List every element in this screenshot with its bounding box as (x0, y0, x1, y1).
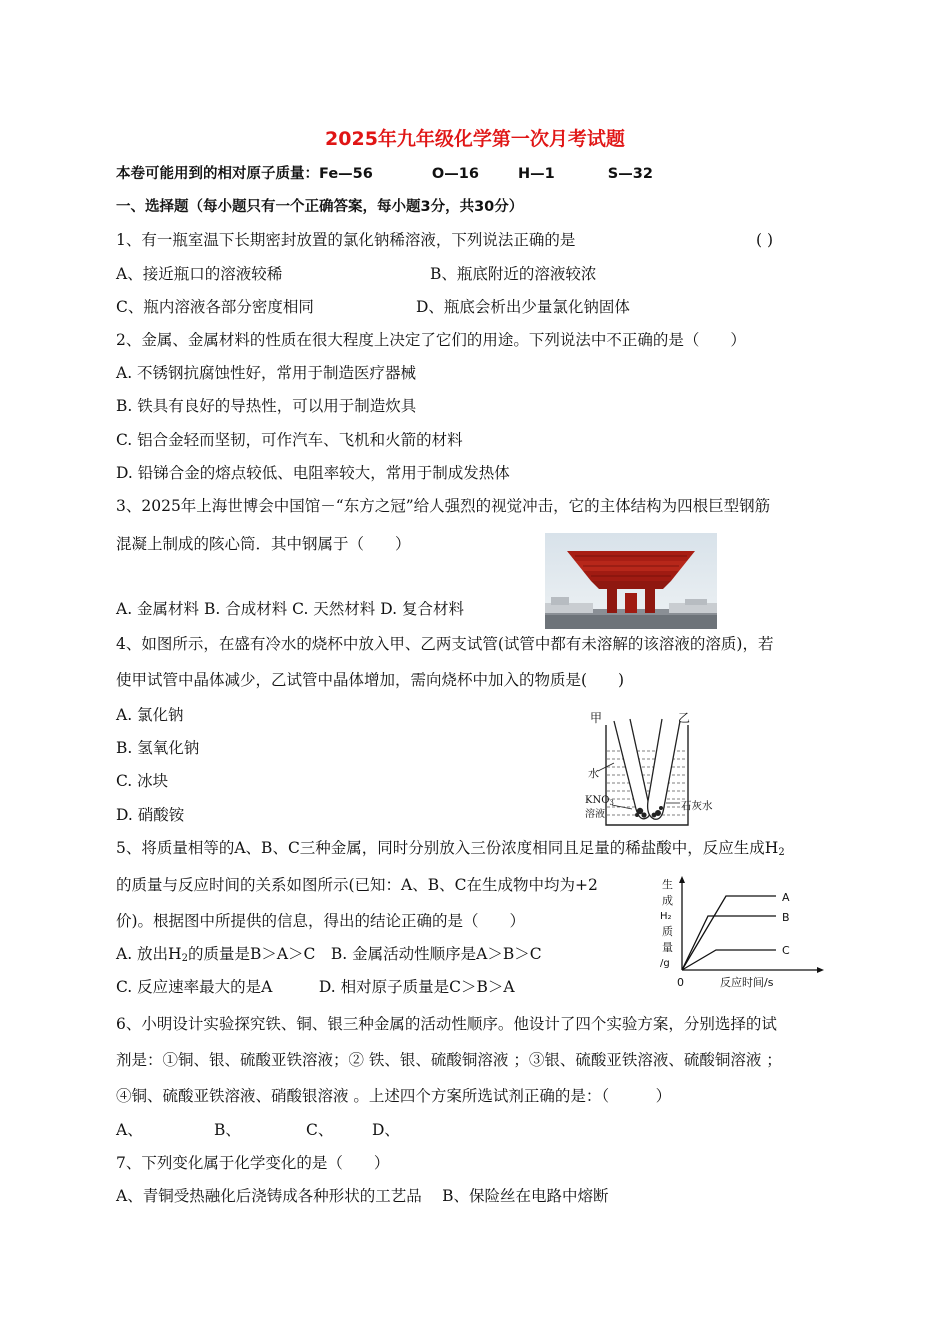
tube-yi-label: 乙 (678, 711, 691, 725)
q4-option-c: C. 冰块 (116, 772, 169, 790)
q6-option-a: A、 (116, 1121, 143, 1139)
q5-options-ab: A. 放出$H_2$的质量是B＞A＞C B. 金属活动性顺序是A＞B＞C (116, 945, 542, 964)
chart-origin: 0 (677, 976, 684, 989)
water-label: 水 (588, 767, 599, 780)
chart-ylabel-4: 质 (662, 925, 673, 938)
chart-ylabel-6: /g (660, 958, 670, 969)
series-line-a (682, 896, 776, 970)
q2-option-c: C. 铝合金轻而坚韧，可作汽车、飞机和火箭的材料 (116, 431, 463, 449)
q2-stem: 2、金属、金属材料的性质在很大程度上决定了它们的用途。下列说法中不正确的是（ ） (116, 331, 746, 349)
series-label-c: C (782, 944, 790, 957)
china-pavilion-photo (545, 533, 717, 629)
q6-stem-line1: 6、小明设计实验探究铁、铜、银三种金属的活动性顺序。他设计了四个实验方案，分别选择的试 (116, 1015, 777, 1033)
q4-stem-line1: 4、如图所示，在盛有冷水的烧杯中放入甲、乙两支试管(试管中都有未溶解的该溶液的溶质)，若 (116, 635, 774, 653)
atomic-mass-line (116, 164, 653, 184)
q1-option-c: C、瓶内溶液各部分密度相同 (116, 298, 314, 316)
series-line-c (682, 950, 776, 970)
q4-option-b: B. 氢氧化钠 (116, 739, 200, 757)
q5-stem-line2: 的质量与反应时间的关系如图所示(已知：A、B、C在生成物中均为+2 (116, 876, 598, 894)
q3-stem-line1: 3、2025年上海世博会中国馆－“东方之冠”给人强烈的视觉冲击，它的主体结构为四根巨型钢筋 (116, 497, 771, 515)
q6-option-b: B、 (214, 1121, 241, 1139)
q2-option-d: D. 铅锑合金的熔点较低、电阻率较大，常用于制成发热体 (116, 464, 510, 482)
solution-label: 溶液 (585, 809, 605, 820)
chart-ylabel-5: 量 (662, 941, 673, 954)
q3-options: A. 金属材料 B. 合成材料 C. 天然材料 D. 复合材料 (116, 600, 464, 618)
series-label-a: A (782, 891, 790, 904)
limewater-label: 石灰水 (681, 800, 713, 812)
q4-stem-line2: 使甲试管中晶体减少，乙试管中晶体增加，需向烧杯中加入的物质是( ) (116, 671, 625, 689)
q4-option-d: D. 硝酸铵 (116, 806, 185, 824)
q2-option-b: B. 铁具有良好的导热性，可以用于制造炊具 (116, 397, 417, 415)
q6-option-d: D、 (372, 1121, 400, 1139)
q1-option-a: A、接近瓶口的溶液较稀 (116, 265, 283, 283)
q3-stem-line2: 混凝上制成的陔心筒．其中钢属于（ ） (116, 535, 411, 553)
tube-jia-label: 甲 (590, 711, 603, 725)
mass-o: O—16 (431, 166, 479, 182)
q7-stem: 7、下列变化属于化学变化的是（ ） (116, 1154, 390, 1172)
q1-option-d: D、瓶底会析出少量氯化钠固体 (416, 298, 630, 316)
series-label-b: B (782, 911, 790, 924)
kno3-label: $KNO_3$ (585, 795, 614, 807)
q5-stem-line3: 价)。根据图中所提供的信息，得出的结论正确的是（ ） (116, 912, 526, 930)
q5-stem-line1: 5、将质量相等的A、B、C三种金属，同时分别放入三份浓度相同且足量的稀盐酸中，反应生成$H_2$ (116, 839, 785, 858)
q1-option-b: B、瓶底附近的溶液较浓 (430, 265, 597, 283)
mass-h: H—1 (517, 166, 555, 182)
section-heading: 一、选择题（每小题只有一个正确答案，每小题3分，共30分） (116, 199, 524, 215)
q2-option-a: A. 不锈钢抗腐蚀性好，常用于制造医疗器械 (116, 364, 417, 382)
mass-s: S—32 (607, 166, 653, 182)
q6-stem-line2: 剂是：①铜、银、硫酸亚铁溶液；② 铁、银、硫酸铜溶液 ；③银、硫酸亚铁溶液、硫酸铜溶液 ； (116, 1051, 782, 1069)
chart-ylabel-3: H₂ (660, 911, 672, 922)
q1-answer-blank: ( ) (756, 231, 774, 249)
chart-xlabel: 反应时间/s (720, 976, 774, 989)
q7-options-ab: A、青铜受热融化后浇铸成各种形状的工艺品 B、保险丝在电路中熔断 (116, 1187, 609, 1205)
q4-option-a: A. 氯化钠 (116, 706, 184, 724)
chart-ylabel-2: 成 (662, 894, 673, 907)
q1-stem: 1、有一瓶室温下长期密封放置的氯化钠稀溶液，下列说法正确的是 (116, 231, 576, 249)
q6-stem-line3: ④铜、硫酸亚铁溶液、硝酸银溶液 。上述四个方案所选试剂正确的是：（ ） (116, 1087, 672, 1105)
page-title: 2025年九年级化学第一次月考试题 (325, 128, 625, 150)
chart-ylabel-1: 生 (662, 878, 673, 891)
atomic-mass-label: 本卷可能用到的相对原子质量： (116, 166, 319, 182)
mass-fe: Fe—56 (319, 166, 373, 182)
q6-option-c: C、 (306, 1121, 334, 1139)
q5-options-cd: C. 反应速率最大的是A D. 相对原子质量是C＞B＞A (116, 978, 515, 996)
hydrogen-reaction-chart (650, 874, 830, 990)
